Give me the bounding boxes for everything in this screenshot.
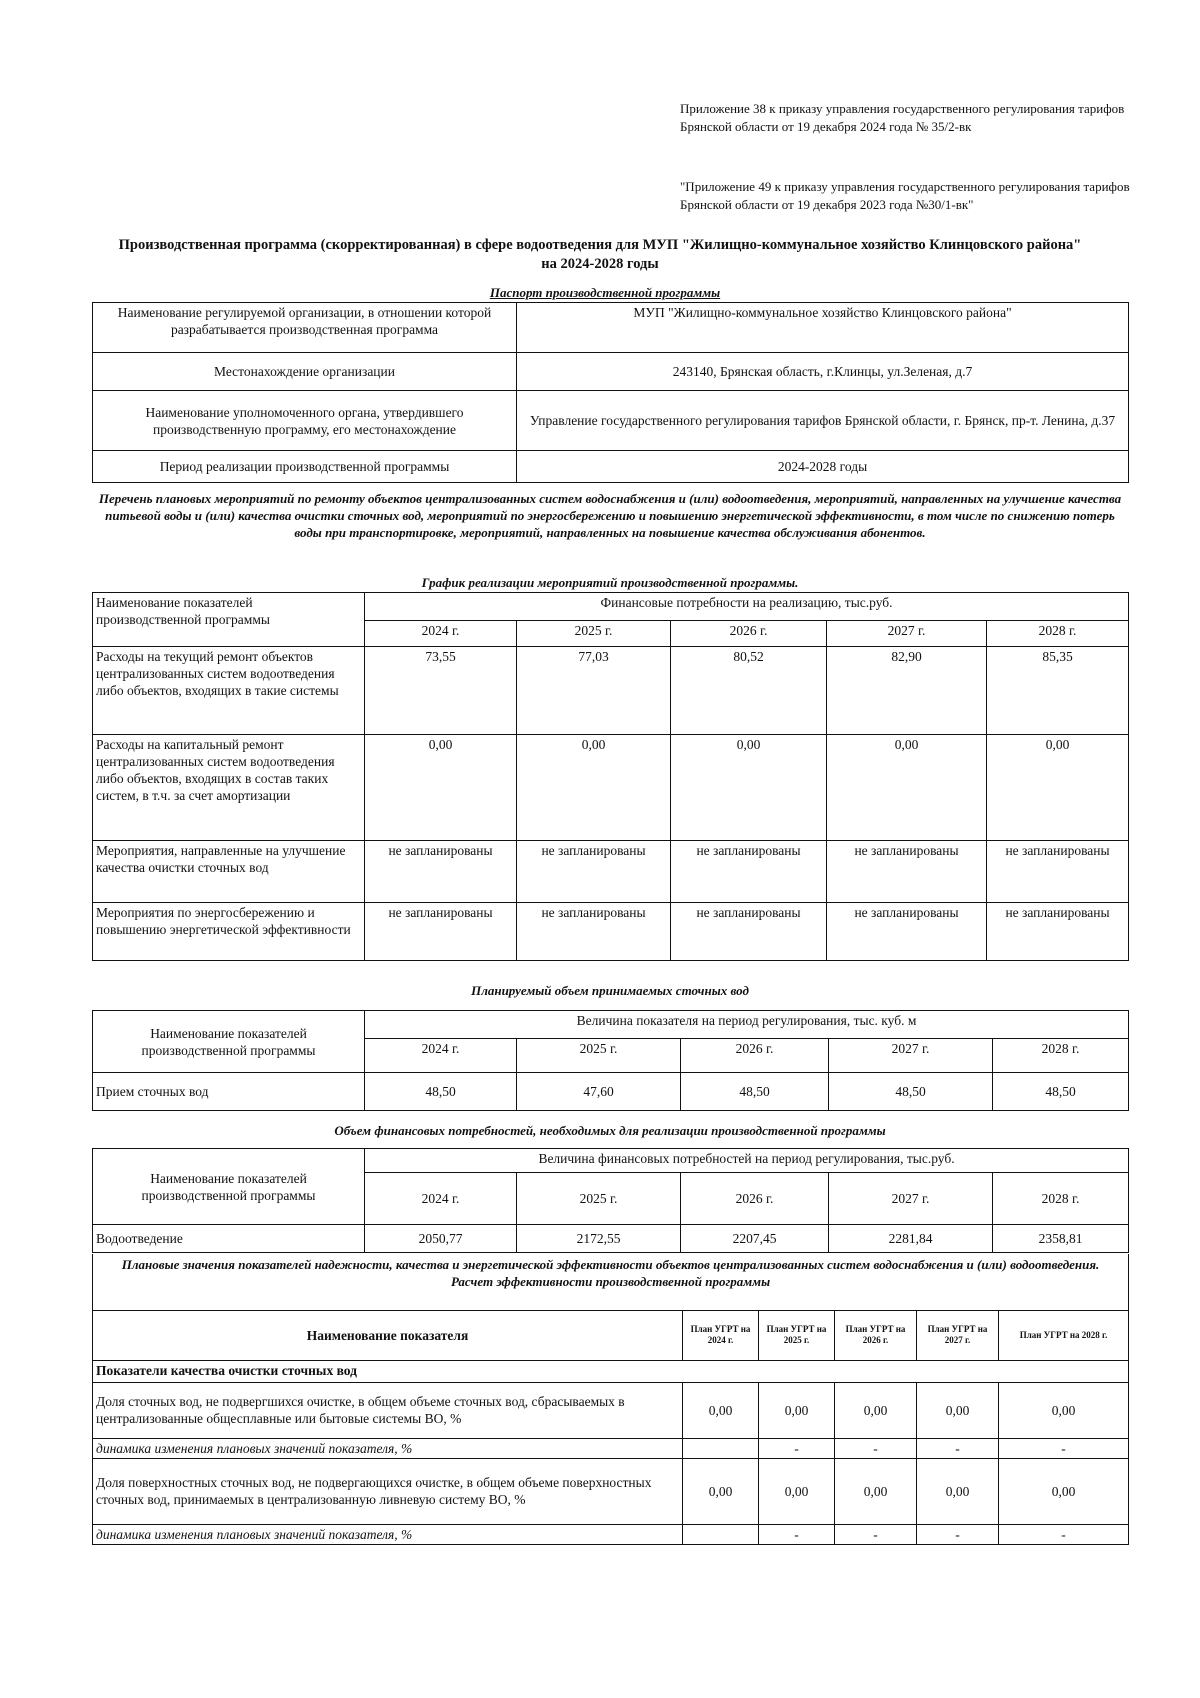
year-header: 2025 г.	[517, 1173, 681, 1225]
table-row	[93, 1225, 1129, 1253]
volume-col-header: Наименование показателей производственной программы	[93, 1011, 365, 1073]
cell-value: 82,90	[827, 647, 987, 735]
passport-row	[93, 303, 1129, 353]
cell-value: не запланированы	[987, 903, 1129, 961]
cell-value: не запланированы	[365, 903, 517, 961]
cell-value: 0,00	[835, 1458, 917, 1524]
appendix-38-note	[680, 100, 1130, 136]
year-header: 2028 г.	[987, 621, 1129, 647]
cell-value: 2050,77	[365, 1225, 517, 1253]
cell-value: -	[759, 1524, 835, 1544]
passport-label: Наименование уполномоченного органа, утвердившего производственную программу, его местонахождение	[93, 391, 517, 451]
cell-value: -	[917, 1524, 999, 1544]
volume-table	[92, 1010, 1129, 1111]
cell-value: не запланированы	[671, 841, 827, 903]
row-label: Расходы на капитальный ремонт централизованных систем водоотведения либо объектов, входящих в состав таких систем, в т.ч. за счет амортизации	[93, 735, 365, 841]
section-header: Показатели качества очистки сточных вод	[93, 1360, 1129, 1382]
cell-value: -	[835, 1524, 917, 1544]
finance-table	[92, 1148, 1129, 1253]
cell-value: 0,00	[683, 1382, 759, 1438]
row-label: Мероприятия по энергосбережению и повышению энергетической эффективности	[93, 903, 365, 961]
cell-value: 0,00	[365, 735, 517, 841]
cell-value: 0,00	[917, 1458, 999, 1524]
passport-value: Управление государственного регулирования тарифов Брянской области, г. Брянск, пр-т. Ленина, д.37	[517, 391, 1129, 451]
measures-table	[92, 592, 1129, 961]
cell-value: 77,03	[517, 647, 671, 735]
cell-value: -	[917, 1438, 999, 1458]
cell-value: -	[999, 1438, 1129, 1458]
efficiency-col-header: Наименование показателя	[93, 1310, 683, 1360]
cell-value: 0,00	[759, 1382, 835, 1438]
year-header: 2024 г.	[365, 1039, 517, 1073]
table-row	[93, 1438, 1129, 1458]
program-title: Производственная программа (скорректированная) в сфере водоотведения для МУП "Жилищно-коммунальное хозяйство Клинцовского района" на 2024-2028 годы	[118, 237, 1082, 272]
year-header: 2027 г.	[827, 621, 987, 647]
efficiency-heading: Плановые значения показателей надежности, качества и энергетической эффективности объектов централизованных систем водоснабжения и (или) водоотведения.	[121, 1257, 1100, 1272]
passport-value: 243140, Брянская область, г.Клинцы, ул.Зеленая, д.7	[517, 353, 1129, 391]
cell-value: -	[759, 1438, 835, 1458]
cell-value: -	[999, 1524, 1129, 1544]
passport-row	[93, 451, 1129, 483]
table-row	[93, 1524, 1129, 1544]
row-label: Водоотведение	[93, 1225, 365, 1253]
efficiency-heading-cell	[93, 1254, 1129, 1310]
measures-col-header: Наименование показателей производственной программы	[93, 593, 365, 647]
table-row	[93, 1458, 1129, 1524]
cell-value: 80,52	[671, 647, 827, 735]
year-header: 2026 г.	[681, 1039, 829, 1073]
cell-value: 0,00	[987, 735, 1129, 841]
appendix-38-text: Приложение 38 к приказу управления государственного регулирования тарифов Брянской области от 19 декабря 2024 года № 35/2-вк	[680, 101, 1125, 134]
year-header: 2025 г.	[517, 1039, 681, 1073]
table-row	[93, 841, 1129, 903]
passport-row	[93, 353, 1129, 391]
table-row	[93, 735, 1129, 841]
row-label: динамика изменения плановых значений показателя, %	[93, 1524, 683, 1544]
cell-value: 0,00	[683, 1458, 759, 1524]
year-header: 2025 г.	[517, 621, 671, 647]
table-row	[93, 1382, 1129, 1438]
measures-group-header: Финансовые потребности на реализацию, тыс.руб.	[365, 593, 1129, 621]
cell-value: 0,00	[671, 735, 827, 841]
cell-value: 2358,81	[993, 1225, 1129, 1253]
cell-value: 0,00	[999, 1382, 1129, 1438]
year-header: 2028 г.	[993, 1173, 1129, 1225]
passport-value: МУП "Жилищно-коммунальное хозяйство Клинцовского района"	[517, 303, 1129, 353]
cell-value: 0,00	[827, 735, 987, 841]
plan-col-header: План УГРТ на 2024 г.	[683, 1310, 759, 1360]
volume-heading: Планируемый объем принимаемых сточных вод	[471, 983, 749, 998]
year-header: 2027 г.	[829, 1173, 993, 1225]
cell-value: 0,00	[517, 735, 671, 841]
finance-group-header: Величина финансовых потребностей на период регулирования, тыс.руб.	[365, 1149, 1129, 1173]
cell-value: 2172,55	[517, 1225, 681, 1253]
measures-heading: Перечень плановых мероприятий по ремонту объектов централизованных систем водоснабжения и (или) водоотведения, мероприятий, направленных на улучшение качества питьевой воды и (или) качества очистки сточных вод, мероприятий по энергосбережению и повышению энергетической эффективности, в том числе по снижению потерь воды при транспортировке, мероприятий, направленных на повышение качества обслуживания абонентов.	[98, 491, 1122, 540]
year-header: 2027 г.	[829, 1039, 993, 1073]
cell-value: 85,35	[987, 647, 1129, 735]
finance-col-header: Наименование показателей производственной программы	[93, 1149, 365, 1225]
cell-value	[683, 1438, 759, 1458]
year-header: 2028 г.	[993, 1039, 1129, 1073]
passport-label: Местонахождение организации	[93, 353, 517, 391]
cell-value: не запланированы	[365, 841, 517, 903]
efficiency-table	[92, 1254, 1129, 1545]
cell-value: 0,00	[999, 1458, 1129, 1524]
cell-value: 48,50	[681, 1073, 829, 1111]
appendix-49-text: "Приложение 49 к приказу управления государственного регулирования тарифов Брянской области от 19 декабря 2023 года №30/1-вк"	[680, 179, 1130, 212]
year-header: 2026 г.	[681, 1173, 829, 1225]
row-label: Доля поверхностных сточных вод, не подвергающихся очистке, в общем объеме поверхностных сточных вод, принимаемых в централизованную ливневую систему ВО, %	[93, 1458, 683, 1524]
cell-value: 0,00	[917, 1382, 999, 1438]
efficiency-subheading: Расчет эффективности производственной программы	[450, 1274, 771, 1289]
volume-group-header: Величина показателя на период регулирования, тыс. куб. м	[365, 1011, 1129, 1039]
cell-value: 73,55	[365, 647, 517, 735]
row-label: Прием сточных вод	[93, 1073, 365, 1111]
plan-col-header: План УГРТ на 2025 г.	[759, 1310, 835, 1360]
year-header: 2024 г.	[365, 1173, 517, 1225]
cell-value: не запланированы	[517, 841, 671, 903]
cell-value: 0,00	[835, 1382, 917, 1438]
passport-table	[92, 302, 1129, 483]
cell-value: -	[835, 1438, 917, 1458]
passport-heading: Паспорт производственной программы	[489, 285, 721, 300]
cell-value: не запланированы	[987, 841, 1129, 903]
cell-value: не запланированы	[827, 903, 987, 961]
row-label: динамика изменения плановых значений показателя, %	[93, 1438, 683, 1458]
table-row	[93, 903, 1129, 961]
cell-value: 48,50	[365, 1073, 517, 1111]
cell-value: 48,50	[829, 1073, 993, 1111]
plan-col-header: План УГРТ на 2027 г.	[917, 1310, 999, 1360]
cell-value: не запланированы	[827, 841, 987, 903]
cell-value: 2207,45	[681, 1225, 829, 1253]
plan-col-header: План УГРТ на 2028 г.	[999, 1310, 1129, 1360]
table-row	[93, 1073, 1129, 1111]
finance-heading: Объем финансовых потребностей, необходимых для реализации производственной программы	[334, 1123, 886, 1138]
row-label: Мероприятия, направленные на улучшение качества очистки сточных вод	[93, 841, 365, 903]
cell-value: 0,00	[759, 1458, 835, 1524]
plan-col-header: План УГРТ на 2026 г.	[835, 1310, 917, 1360]
year-header: 2026 г.	[671, 621, 827, 647]
cell-value: не запланированы	[671, 903, 827, 961]
passport-value: 2024-2028 годы	[517, 451, 1129, 483]
year-header: 2024 г.	[365, 621, 517, 647]
passport-label: Наименование регулируемой организации, в отношении которой разрабатывается производственная программа	[93, 303, 517, 353]
passport-label: Период реализации производственной программы	[93, 451, 517, 483]
appendix-49-note	[680, 178, 1130, 214]
cell-value: 48,50	[993, 1073, 1129, 1111]
cell-value: 47,60	[517, 1073, 681, 1111]
row-label: Расходы на текущий ремонт объектов централизованных систем водоотведения либо объектов, входящих в такие системы	[93, 647, 365, 735]
cell-value: не запланированы	[517, 903, 671, 961]
passport-row	[93, 391, 1129, 451]
cell-value	[683, 1524, 759, 1544]
row-label: Доля сточных вод, не подвергшихся очистке, в общем объеме сточных вод, сбрасываемых в централизованные общесплавные или бытовые системы ВО, %	[93, 1382, 683, 1438]
measures-subheading: График реализации мероприятий производственной программы.	[421, 575, 799, 590]
cell-value: 2281,84	[829, 1225, 993, 1253]
table-row	[93, 647, 1129, 735]
